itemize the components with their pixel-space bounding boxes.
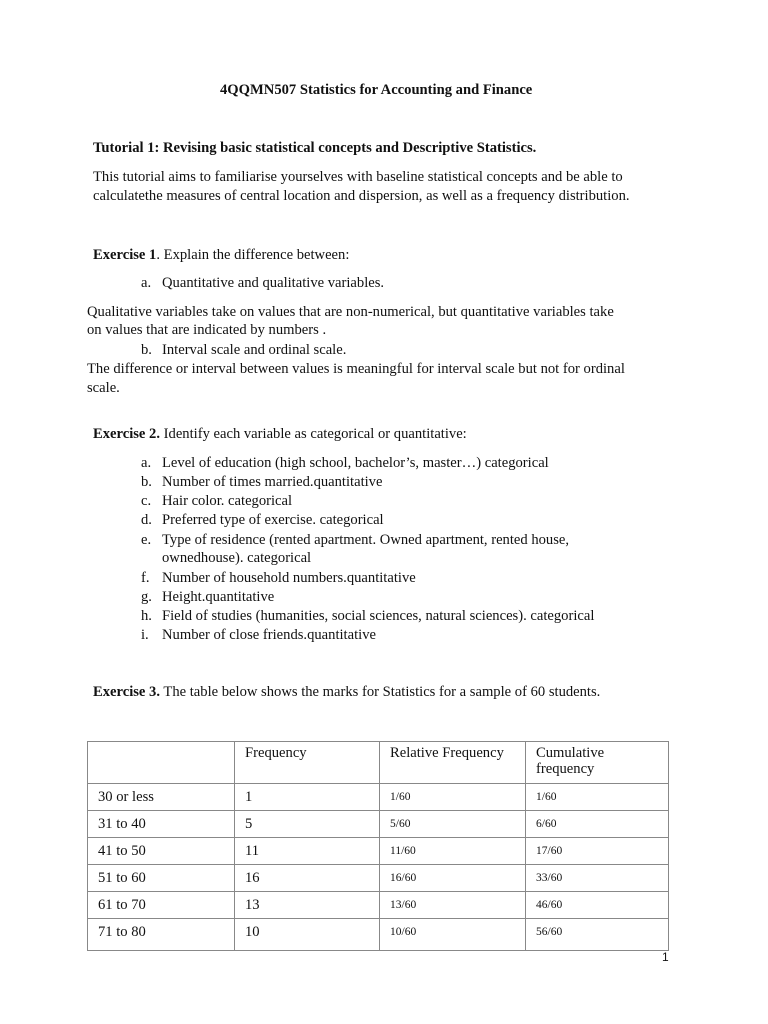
answer-b-line: The difference or interval between values is meaningful for interval scale but not for ordinal: [87, 361, 625, 377]
table-header-cell: [88, 742, 235, 784]
list-marker: a.: [141, 455, 152, 471]
table-header-cell: Frequency: [235, 742, 380, 784]
table-row: [88, 838, 669, 865]
table-cell: 16/60: [380, 865, 526, 892]
table-cell: 11: [235, 838, 380, 865]
list-marker: e.: [141, 532, 152, 548]
table-cell: 13: [235, 892, 380, 919]
list-marker: g.: [141, 589, 152, 605]
list-marker: b.: [141, 474, 152, 490]
list-marker: f.: [141, 570, 150, 586]
table-cell: 46/60: [526, 892, 669, 919]
table-row: [88, 784, 669, 811]
table-cell: 1: [235, 784, 380, 811]
table-cell: 30 or less: [88, 784, 235, 811]
table-cell: 5: [235, 811, 380, 838]
table-row: [88, 919, 669, 951]
exercise-2-label: Exercise 2.: [93, 426, 161, 442]
question-a: Quantitative and qualitative variables.: [162, 275, 385, 291]
table-header-cell: [526, 742, 669, 784]
page-number: 1: [662, 950, 669, 964]
exercise-1-heading: [93, 246, 349, 264]
answer-a-line: Qualitative variables take on values that are non-numerical, but quantitative variables take: [87, 304, 614, 320]
table-row: [88, 892, 669, 919]
table-cell: 10: [235, 919, 380, 951]
exercise-2-prompt: Identify each variable as categorical or quantitative:: [160, 426, 467, 442]
exercise-3-heading: [93, 683, 600, 701]
table-header-cell: Relative Frequency: [380, 742, 526, 784]
tutorial-heading: Tutorial 1: Revising basic statistical concepts and Descriptive Statistics.: [93, 140, 537, 156]
table-row: [88, 811, 669, 838]
exercise-3-label: Exercise 3.: [93, 684, 161, 700]
document-title: 4QQMN507 Statistics for Accounting and Finance: [220, 82, 533, 98]
variable-item: Number of close friends.quantitative: [162, 627, 376, 643]
answer-a-line: on values that are indicated by numbers .: [87, 322, 327, 338]
table-cell: 17/60: [526, 838, 669, 865]
variable-item: Height.quantitative: [162, 589, 275, 605]
list-marker: d.: [141, 512, 152, 528]
variable-item: Field of studies (humanities, social sciences, natural sciences). categorical: [162, 608, 595, 624]
exercise-1-label: Exercise 1: [93, 247, 157, 263]
frequency-table: [87, 741, 669, 951]
table-cell: 13/60: [380, 892, 526, 919]
variable-item: ownedhouse). categorical: [162, 550, 312, 566]
table-header-row: [88, 742, 669, 784]
list-marker: b.: [141, 342, 152, 358]
list-marker: i.: [141, 627, 149, 643]
exercise-1-prompt: . Explain the difference between:: [156, 247, 350, 263]
list-marker: h.: [141, 608, 152, 624]
cumulative-header-text: Cumulative frequency: [536, 745, 605, 777]
list-marker: c.: [141, 493, 152, 509]
question-b: Interval scale and ordinal scale.: [162, 342, 347, 358]
table-cell: 33/60: [526, 865, 669, 892]
intro-line: This tutorial aims to familiarise yourselves with baseline statistical concepts and be able to: [93, 169, 623, 185]
table-cell: 51 to 60: [88, 865, 235, 892]
exercise-2-heading: [93, 425, 467, 443]
variable-item: Type of residence (rented apartment. Owned apartment, rented house,: [162, 532, 570, 548]
table-cell: 61 to 70: [88, 892, 235, 919]
table-cell: 16: [235, 865, 380, 892]
table-cell: 5/60: [380, 811, 526, 838]
table-cell: 10/60: [380, 919, 526, 951]
answer-b-line: scale.: [87, 380, 120, 396]
intro-line: calculatethe measures of central location and dispersion, as well as a frequency distribution.: [93, 188, 630, 204]
variable-item: Preferred type of exercise. categorical: [162, 512, 384, 528]
list-marker: a.: [141, 275, 152, 291]
table-cell: 1/60: [526, 784, 669, 811]
table-cell: 41 to 50: [88, 838, 235, 865]
variable-item: Number of household numbers.quantitative: [162, 570, 416, 586]
table-cell: 56/60: [526, 919, 669, 951]
variable-item: Number of times married.quantitative: [162, 474, 383, 490]
variable-item: Level of education (high school, bachelor’s, master…) categorical: [162, 455, 549, 471]
table-row: [88, 865, 669, 892]
table-cell: 6/60: [526, 811, 669, 838]
table-cell: 71 to 80: [88, 919, 235, 951]
variable-item: Hair color. categorical: [162, 493, 293, 509]
table-cell: 31 to 40: [88, 811, 235, 838]
table-cell: 1/60: [380, 784, 526, 811]
exercise-3-prompt: The table below shows the marks for Statistics for a sample of 60 students.: [160, 684, 601, 700]
table-cell: 11/60: [380, 838, 526, 865]
